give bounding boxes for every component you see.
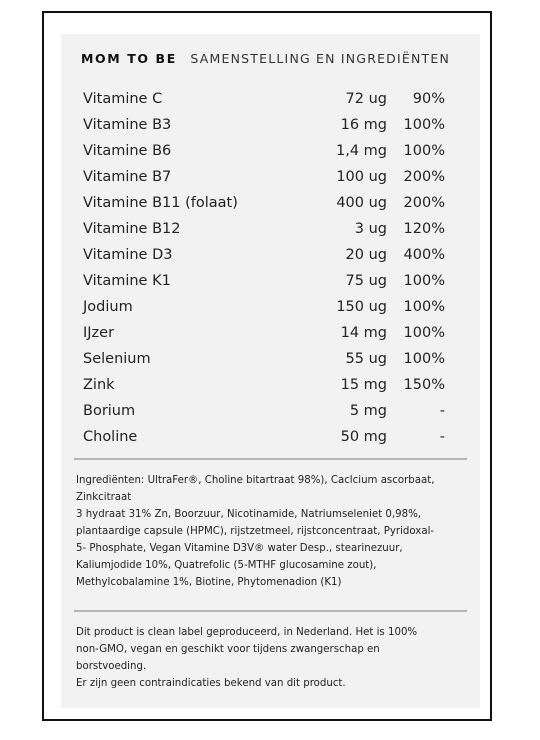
- ingredients-line: plantaardige capsule (HPMC), rijstzetmeel, rijstconcentraat, Pyridoxal-: [76, 526, 435, 537]
- nutrient-name: IJzer: [83, 325, 115, 341]
- divider: [74, 458, 467, 460]
- nutrient-percentage: 100%: [403, 299, 445, 315]
- nutrient-name: Choline: [83, 429, 138, 445]
- nutrient-percentage: 120%: [403, 221, 445, 237]
- nutrient-percentage: -: [439, 403, 445, 419]
- nutrient-amount: 15 mg: [340, 377, 387, 393]
- nutrient-amount: 16 mg: [340, 117, 387, 133]
- nutrient-name: Vitamine K1: [83, 273, 171, 289]
- nutrient-row: [61, 424, 480, 450]
- nutrient-amount: 50 mg: [340, 429, 387, 445]
- nutrient-percentage: 100%: [403, 117, 445, 133]
- nutrient-row: [61, 164, 480, 190]
- nutrient-amount: 55 ug: [345, 351, 387, 367]
- nutrient-percentage: 100%: [403, 325, 445, 341]
- nutrient-row: [61, 398, 480, 424]
- nutrient-percentage: 200%: [403, 195, 445, 211]
- nutrient-table: [61, 86, 480, 450]
- label-frame: [42, 11, 492, 721]
- nutrient-percentage: 200%: [403, 169, 445, 185]
- ingredients-line: Zinkcitraat: [76, 492, 132, 503]
- nutrient-percentage: 100%: [403, 143, 445, 159]
- nutrient-name: Vitamine B11 (folaat): [83, 195, 238, 211]
- nutrient-name: Zink: [83, 377, 115, 393]
- ingredients-line: Methylcobalamine 1%, Biotine, Phytomenadion (K1): [76, 577, 342, 588]
- nutrient-amount: 1,4 mg: [336, 143, 387, 159]
- ingredients-line: 5- Phosphate, Vegan Vitamine D3V® water Desp., stearinezuur,: [76, 543, 403, 554]
- nutrient-percentage: 90%: [412, 91, 445, 107]
- nutrient-name: Vitamine B12: [83, 221, 181, 237]
- nutrient-amount: 400 ug: [336, 195, 387, 211]
- nutrient-percentage: 150%: [403, 377, 445, 393]
- nutrient-amount: 72 ug: [345, 91, 387, 107]
- nutrient-row: [61, 86, 480, 112]
- nutrient-name: Jodium: [83, 299, 133, 315]
- nutrient-row: [61, 320, 480, 346]
- footer-line: Er zijn geen contraindicaties bekend van dit product.: [76, 678, 346, 689]
- nutrient-percentage: 100%: [403, 351, 445, 367]
- label-panel: [61, 34, 480, 708]
- nutrient-name: Vitamine D3: [83, 247, 173, 263]
- footer-note: [76, 624, 474, 692]
- nutrient-row: [61, 268, 480, 294]
- nutrient-row: [61, 112, 480, 138]
- header-subtitle: SAMENSTELLING EN INGREDIËNTEN: [190, 51, 451, 66]
- nutrient-amount: 14 mg: [340, 325, 387, 341]
- brand-name: MOM TO BE: [81, 51, 177, 66]
- nutrient-percentage: -: [439, 429, 445, 445]
- nutrient-name: Borium: [83, 403, 136, 419]
- nutrient-name: Vitamine B7: [83, 169, 172, 185]
- nutrient-name: Selenium: [83, 351, 151, 367]
- nutrient-row: [61, 372, 480, 398]
- nutrient-row: [61, 138, 480, 164]
- footer-line: non-GMO, vegan en geschikt voor tijdens zwangerschap en: [76, 644, 380, 655]
- nutrient-row: [61, 346, 480, 372]
- nutrient-row: [61, 190, 480, 216]
- nutrient-percentage: 400%: [403, 247, 445, 263]
- divider: [74, 610, 467, 612]
- nutrient-amount: 20 ug: [345, 247, 387, 263]
- nutrient-row: [61, 216, 480, 242]
- nutrient-row: [61, 242, 480, 268]
- footer-line: Dit product is clean label geproduceerd, in Nederland. Het is 100%: [76, 627, 418, 638]
- nutrient-percentage: 100%: [403, 273, 445, 289]
- ingredients-line: Kaliumjodide 10%, Quatrefolic (5-MTHF glucosamine zout),: [76, 560, 377, 571]
- ingredients-text: [76, 472, 474, 591]
- nutrient-amount: 100 ug: [336, 169, 387, 185]
- ingredients-line: 3 hydraat 31% Zn, Boorzuur, Nicotinamide, Natriumseleniet 0,98%,: [76, 509, 422, 520]
- nutrient-amount: 150 ug: [336, 299, 387, 315]
- nutrient-amount: 3 ug: [354, 221, 387, 237]
- ingredients-line: Ingrediënten: UltraFer®, Choline bitartraat 98%), Caclcium ascorbaat,: [76, 475, 435, 486]
- footer-line: borstvoeding.: [76, 661, 147, 672]
- nutrient-name: Vitamine C: [83, 91, 163, 107]
- nutrient-name: Vitamine B6: [83, 143, 172, 159]
- nutrient-amount: 5 mg: [349, 403, 387, 419]
- label-header: [81, 51, 450, 66]
- nutrient-name: Vitamine B3: [83, 117, 172, 133]
- nutrient-amount: 75 ug: [345, 273, 387, 289]
- nutrient-row: [61, 294, 480, 320]
